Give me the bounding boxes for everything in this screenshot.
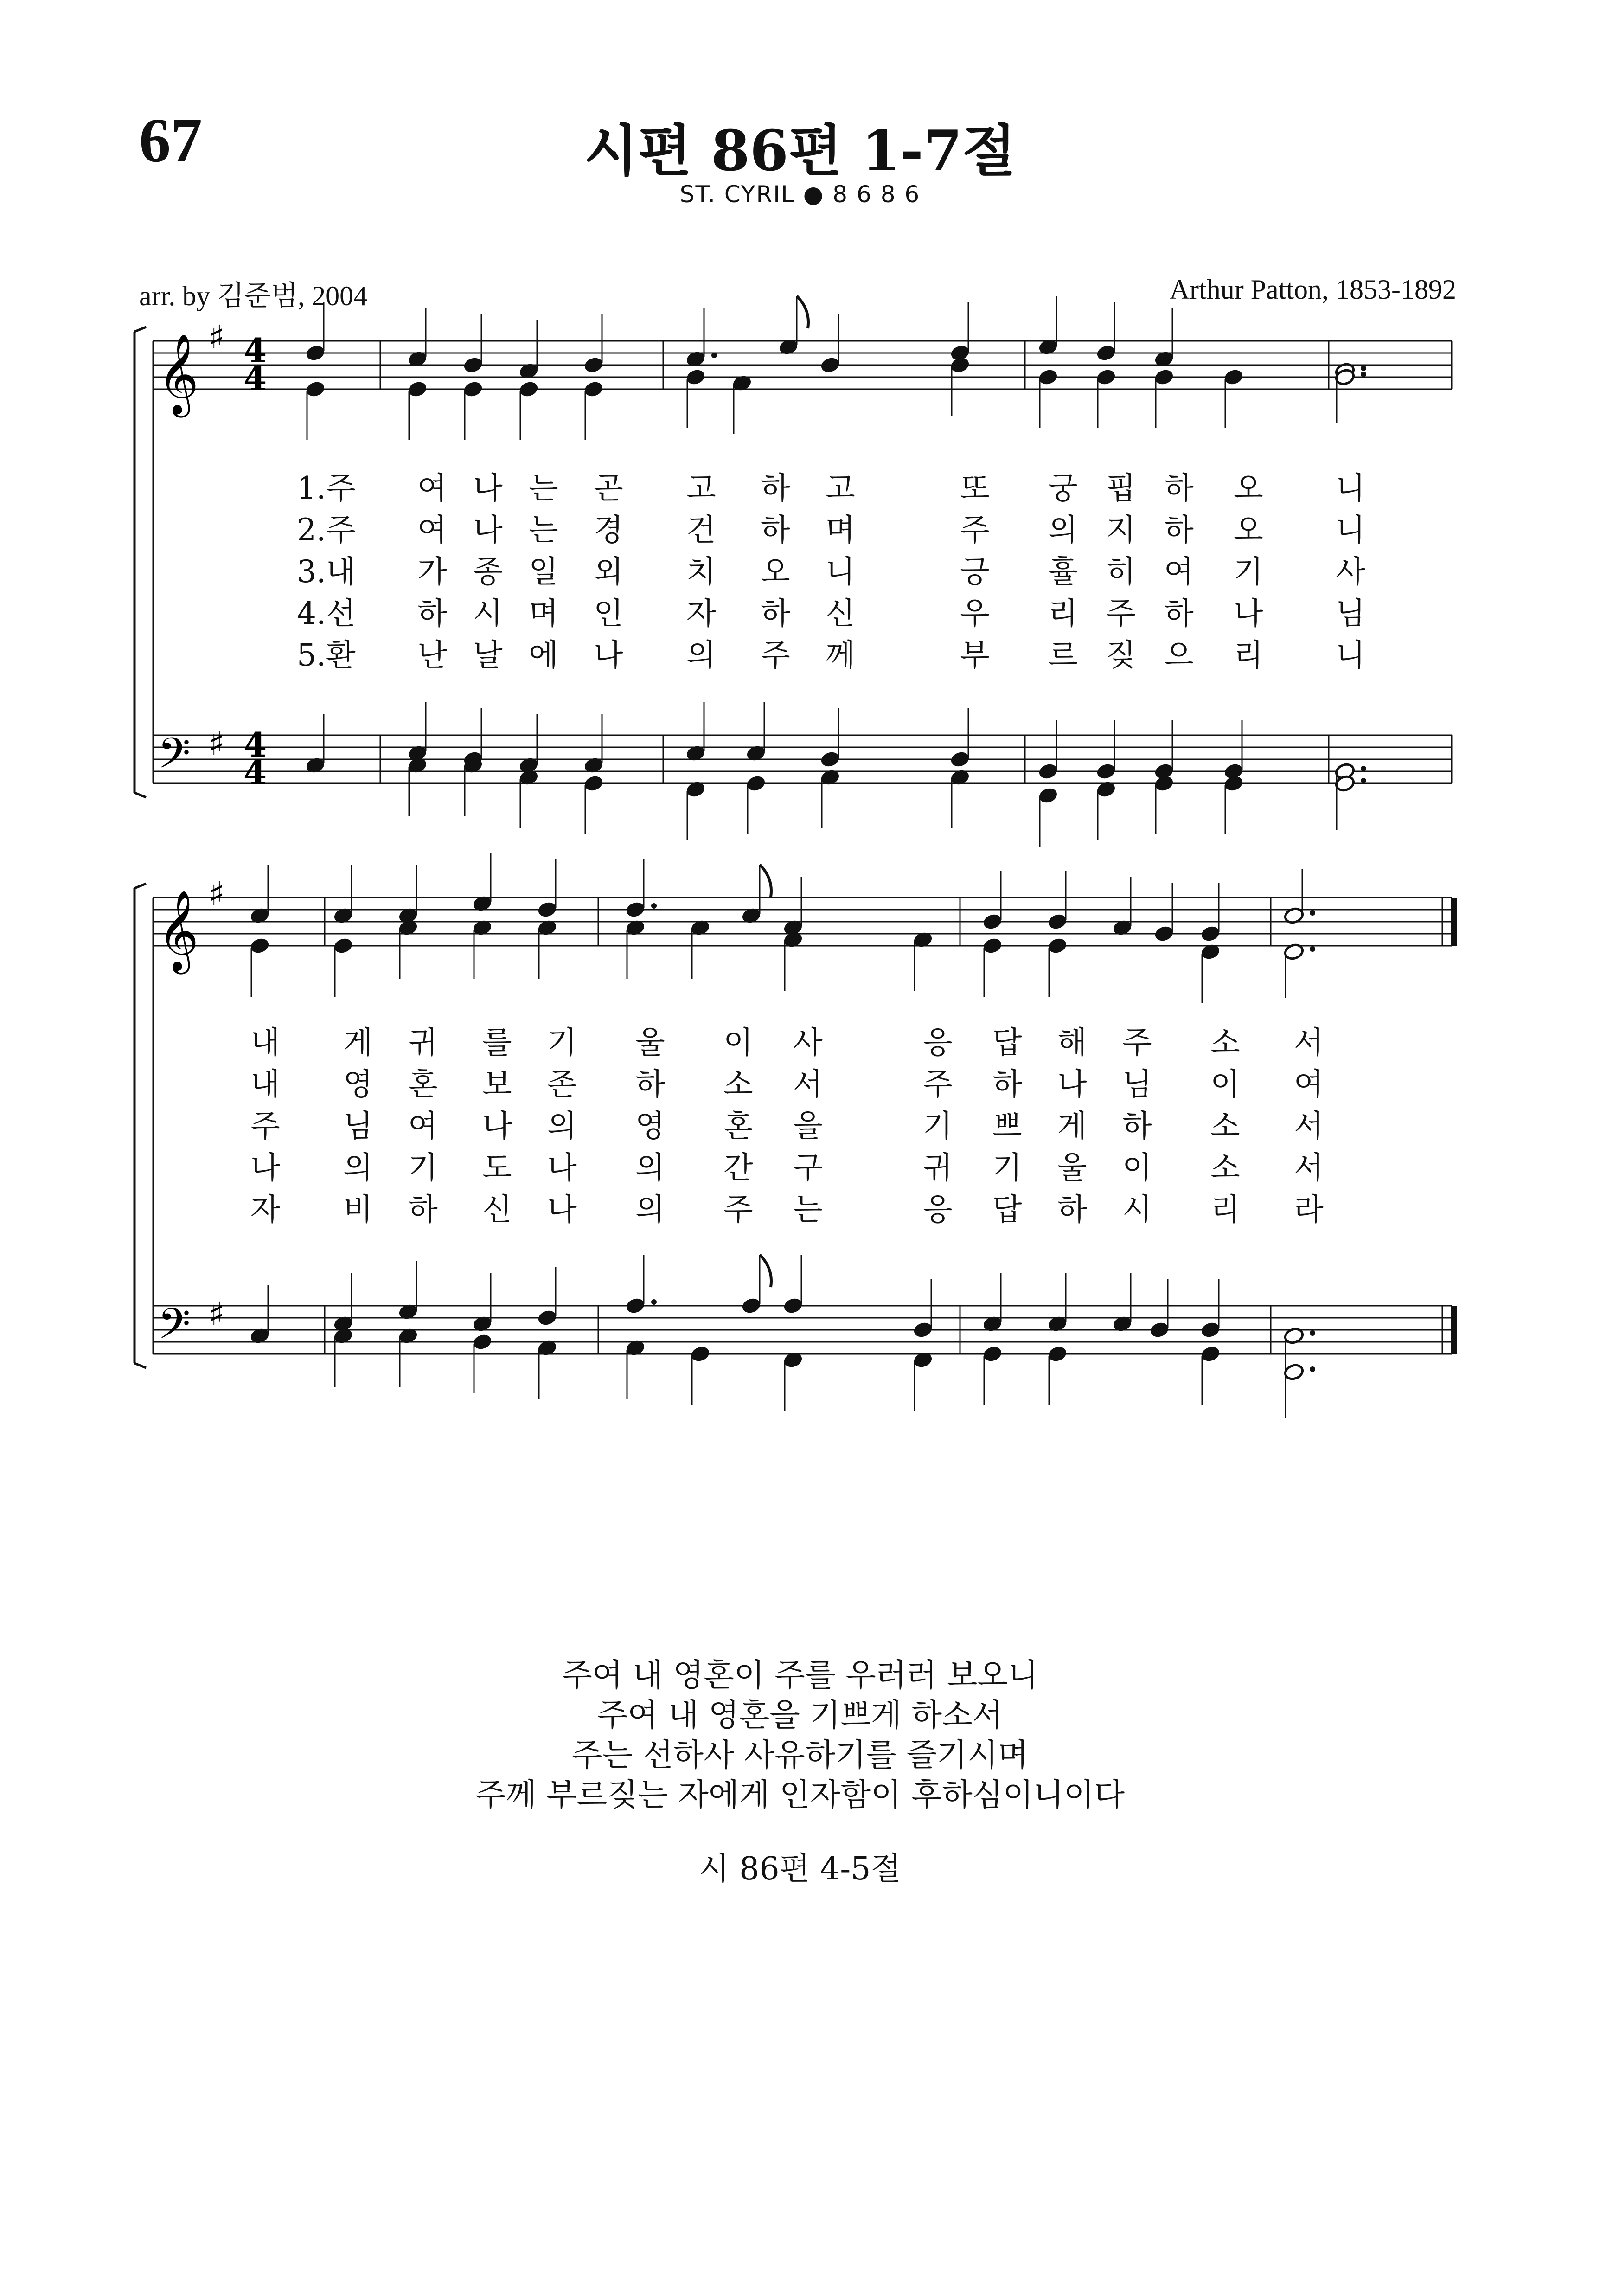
dot-icon: [651, 1299, 657, 1305]
lyric-syllable: 주: [723, 1192, 753, 1227]
lyric-syllable: 주: [1106, 596, 1136, 631]
lyric-syllable: 의: [635, 1192, 665, 1227]
time-signature-numerator: 4: [243, 725, 267, 764]
hymn-title: 시편 86편 1-7절: [584, 118, 1016, 184]
lyric-syllable: 께: [826, 637, 855, 673]
note-head: [685, 368, 706, 386]
lyric-syllable: 여: [408, 1108, 438, 1144]
lyric-syllable: 소: [1210, 1108, 1240, 1144]
note-head: [333, 936, 353, 955]
note-head: [1037, 786, 1058, 804]
lyric-syllable: 날: [473, 637, 503, 673]
lyric-syllable: 나: [1057, 1066, 1087, 1102]
lyric-syllable: 자: [686, 596, 716, 631]
lyric-syllable: 하: [408, 1192, 438, 1227]
lyric-syllable: 소: [1210, 1025, 1240, 1060]
scripture-passage: [0, 1656, 1600, 1815]
lyric-syllable: 리: [1210, 1192, 1240, 1227]
note-head: [625, 1296, 646, 1315]
system-bracket: [134, 327, 146, 332]
lyric-syllable: 울: [635, 1025, 665, 1060]
lyric-syllable: 리: [1048, 596, 1078, 631]
lyric-syllable: 치: [686, 554, 716, 590]
lyric-syllable: 하: [761, 470, 790, 506]
note-head: [819, 750, 840, 768]
lyric-syllable: 님: [1336, 596, 1365, 631]
lyric-syllable: 귀: [923, 1150, 953, 1186]
lyric-syllable: 해: [1057, 1025, 1087, 1060]
lyric-syllable: 존: [547, 1066, 577, 1102]
lyric-syllable: 부: [960, 637, 990, 673]
lyric-syllable: 하: [1164, 470, 1194, 506]
lyric-syllable: 하: [1057, 1192, 1087, 1227]
note-head: [1200, 924, 1221, 943]
sharp-icon: ♯: [209, 1295, 224, 1333]
score-notes: [249, 296, 1366, 1418]
lyric-syllable: 짖: [1106, 637, 1136, 673]
tune-separator-icon: ●: [803, 181, 825, 208]
lyric-syllable: 주: [923, 1066, 953, 1102]
lyric-syllable: 주: [250, 1108, 280, 1144]
note-head: [782, 1296, 803, 1315]
dot-icon: [1361, 766, 1366, 771]
lyric-syllable: 응: [923, 1192, 953, 1227]
lyric-syllable: 게: [1057, 1108, 1087, 1144]
lyric-syllable: 인: [594, 596, 623, 631]
lyric-syllable: 하: [1164, 512, 1194, 548]
lyric-syllable: 하: [635, 1066, 665, 1102]
dot-icon: [711, 353, 717, 358]
lyric-syllable: 소: [1210, 1150, 1240, 1186]
lyric-syllable: 주: [761, 637, 790, 673]
lyric-syllable: 기: [1234, 554, 1263, 590]
lyric-syllable: 가: [417, 554, 447, 590]
lyric-syllable: 귀: [408, 1025, 438, 1060]
lyric-syllable: 시: [1122, 1192, 1152, 1227]
dot-icon: [1361, 372, 1366, 377]
bass-clef-icon: 𝄢: [158, 729, 191, 788]
note-head: [537, 1308, 557, 1327]
note-head: [1153, 924, 1174, 943]
lyric-syllable: 나: [547, 1150, 577, 1186]
lyric-syllable: 며: [529, 596, 558, 631]
lyric-syllable: 외: [594, 554, 623, 590]
lyric-syllable: 또: [960, 470, 990, 506]
lyric-syllable: 나: [473, 470, 503, 506]
lyric-syllable: 의: [343, 1150, 373, 1186]
lyric-syllable: 이: [1210, 1066, 1240, 1102]
note-head: [1153, 774, 1174, 792]
dot-icon: [1361, 366, 1366, 371]
hymn-number: 67: [139, 106, 202, 175]
eighth-flag-icon: [760, 1255, 771, 1287]
lyric-syllable: 여: [417, 470, 447, 506]
lyric-syllable: 혼: [408, 1066, 438, 1102]
note-head: [982, 936, 1003, 955]
note-head: [1200, 1321, 1221, 1339]
note-head: [1095, 368, 1116, 386]
lyric-syllable: 난: [417, 637, 447, 673]
lyric-syllable: 르: [1048, 637, 1078, 673]
dot-icon: [1310, 1330, 1315, 1336]
note-head: [249, 936, 270, 955]
scripture-reference: 시 86편 4-5절: [698, 1851, 902, 1887]
lyric-syllable: 하: [761, 596, 790, 631]
note-head: [1095, 344, 1116, 362]
lyric-syllable: 서: [1294, 1025, 1324, 1060]
note-head: [462, 380, 483, 398]
dot-icon: [1310, 946, 1315, 952]
lyric-syllable: 하: [761, 512, 790, 548]
lyric-syllable: 소: [723, 1066, 753, 1102]
note-head: [1200, 1345, 1221, 1363]
note-head: [518, 380, 539, 398]
note-head: [462, 356, 483, 374]
lyric-syllable: 사: [1336, 554, 1365, 590]
note-head: [537, 900, 557, 918]
lyric-syllable: 답: [992, 1025, 1022, 1060]
lyric-syllable: 니: [1336, 512, 1365, 548]
lyric-syllable: 는: [529, 512, 558, 548]
lyric-syllable: 여: [1294, 1066, 1324, 1102]
lyric-syllable: 사: [793, 1025, 823, 1060]
note-head: [305, 344, 326, 362]
note-head: [1223, 774, 1244, 792]
lyric-syllable: 으: [1164, 637, 1194, 673]
note-head: [407, 380, 428, 398]
lyric-syllable: 며: [826, 512, 855, 548]
system-bracket: [134, 793, 146, 797]
note-head: [690, 1345, 710, 1363]
lyric-syllable: 긍: [960, 554, 990, 590]
lyric-syllable: 곤: [594, 470, 623, 506]
lyric-syllable: 님: [1122, 1066, 1152, 1102]
dot-icon: [1310, 1366, 1315, 1372]
lyric-syllable: 주: [960, 512, 990, 548]
lyric-syllable: 의: [547, 1108, 577, 1144]
bass-clef-icon: 𝄢: [158, 1299, 191, 1359]
lyric-syllable: 의: [1048, 512, 1078, 548]
lyric-syllable: 내: [250, 1025, 280, 1060]
lyric-syllable: 영: [343, 1066, 373, 1102]
treble-clef-icon: 𝄞: [158, 333, 199, 414]
lyric-syllable: 기: [992, 1150, 1022, 1186]
lyric-syllable: 주: [1122, 1025, 1152, 1060]
arranger-credit: arr. by 김준범, 2004: [139, 281, 368, 311]
note-head: [741, 1296, 762, 1315]
time-signature-denominator: 4: [243, 753, 267, 792]
note-head: [583, 774, 604, 792]
lyric-syllable: 혼: [723, 1108, 753, 1144]
lyric-syllable: 3.내: [297, 554, 356, 590]
lyric-syllable: 영: [635, 1108, 665, 1144]
lyric-syllable: 을: [793, 1108, 823, 1144]
note-head: [1047, 912, 1068, 930]
tune-name: ST. CYRIL: [679, 181, 795, 208]
eighth-flag-icon: [760, 865, 771, 897]
lyric-syllable: 고: [826, 470, 855, 506]
note-head: [745, 774, 766, 792]
lyric-syllable: 히: [1106, 554, 1136, 590]
eighth-flag-icon: [797, 296, 808, 328]
dot-icon: [651, 903, 657, 909]
note-head: [1223, 368, 1244, 386]
lyric-syllable: 기: [408, 1150, 438, 1186]
note-head: [1153, 368, 1174, 386]
lyric-syllable: 하: [992, 1066, 1022, 1102]
lyric-syllable: 오: [1234, 512, 1263, 548]
note-head: [305, 380, 326, 398]
lyric-syllable: 나: [1234, 596, 1263, 631]
scripture-line: 주께 부르짖는 자에게 인자함이 후하심이니이다: [475, 1777, 1125, 1814]
lyric-syllable: 나: [594, 637, 623, 673]
lyric-syllable: 일: [529, 554, 558, 590]
lyric-syllable: 이: [1122, 1150, 1152, 1186]
lyric-syllable: 하: [417, 596, 447, 631]
lyric-syllable: 응: [923, 1025, 953, 1060]
note-head: [982, 1345, 1003, 1363]
scripture-line: 주여 내 영혼을 기쁘게 하소서: [597, 1697, 1003, 1734]
lyric-syllable: 나: [547, 1192, 577, 1227]
note-head: [472, 1333, 493, 1351]
note-head: [1149, 1321, 1170, 1339]
lyric-syllable: 서: [793, 1066, 823, 1102]
lyric-syllable: 궁: [1048, 470, 1078, 506]
lyric-syllable: 신: [826, 596, 855, 631]
lyric-syllable: 기: [923, 1108, 953, 1144]
lyric-syllable: 니: [1336, 470, 1365, 506]
lyric-syllable: 도: [482, 1150, 512, 1186]
sharp-icon: ♯: [209, 875, 224, 913]
lyric-syllable: 여: [1164, 554, 1194, 590]
note-head: [583, 380, 604, 398]
lyric-syllable: 2.주: [297, 512, 356, 548]
lyric-syllable: 5.환: [297, 637, 356, 673]
lyric-syllable: 경: [594, 512, 623, 548]
lyric-syllable: 답: [992, 1192, 1022, 1227]
note-head: [1095, 762, 1116, 780]
score-lyrics: [250, 470, 1365, 1227]
lyric-syllable: 지: [1106, 512, 1136, 548]
lyric-syllable: 나: [473, 512, 503, 548]
lyric-syllable: 나: [250, 1150, 280, 1186]
note-head: [1037, 762, 1058, 780]
treble-clef-icon: 𝄞: [158, 890, 199, 971]
lyric-syllable: 고: [686, 470, 716, 506]
note-head: [1283, 1363, 1304, 1381]
lyric-syllable: 하: [1164, 596, 1194, 631]
lyric-syllable: 핍: [1106, 470, 1136, 506]
note-head: [583, 356, 604, 374]
lyric-syllable: 니: [826, 554, 855, 590]
lyric-syllable: 기: [547, 1025, 577, 1060]
lyric-syllable: 보: [482, 1066, 512, 1102]
scripture-line: 주여 내 영혼이 주를 우러러 보오니: [562, 1657, 1038, 1694]
lyric-syllable: 쁘: [992, 1108, 1022, 1144]
lyric-syllable: 자: [250, 1192, 280, 1227]
lyric-syllable: 리: [1234, 637, 1263, 673]
sharp-icon: ♯: [209, 725, 224, 763]
time-signature-numerator: 4: [243, 331, 267, 370]
note-head: [1047, 936, 1068, 955]
lyric-syllable: 우: [960, 596, 990, 631]
lyric-syllable: 여: [417, 512, 447, 548]
time-signature-denominator: 4: [243, 359, 267, 398]
dot-icon: [1361, 778, 1366, 783]
lyric-syllable: 신: [482, 1192, 512, 1227]
lyric-syllable: 비: [343, 1192, 373, 1227]
lyric-syllable: 휼: [1048, 554, 1078, 590]
lyric-syllable: 게: [343, 1025, 373, 1060]
lyric-syllable: 님: [343, 1108, 373, 1144]
lyric-syllable: 는: [529, 470, 558, 506]
system-bracket: [134, 1363, 146, 1368]
lyric-syllable: 니: [1336, 637, 1365, 673]
meter: 8 6 8 6: [832, 181, 921, 208]
lyric-syllable: 는: [793, 1192, 823, 1227]
lyric-syllable: 라: [1294, 1192, 1324, 1227]
lyric-syllable: 의: [686, 637, 716, 673]
note-head: [949, 750, 970, 768]
note-head: [912, 1321, 933, 1339]
lyric-syllable: 건: [686, 512, 716, 548]
dot-icon: [1310, 910, 1315, 916]
system-bracket: [134, 884, 146, 888]
lyric-syllable: 하: [1122, 1108, 1152, 1144]
lyric-syllable: 서: [1294, 1150, 1324, 1186]
lyric-syllable: 간: [723, 1150, 753, 1186]
lyric-syllable: 울: [1057, 1150, 1087, 1186]
lyric-syllable: 에: [529, 637, 558, 673]
note-head: [625, 900, 646, 918]
note-head: [819, 356, 840, 374]
lyric-syllable: 종: [473, 554, 503, 590]
lyric-syllable: 이: [723, 1025, 753, 1060]
note-head: [949, 356, 970, 374]
lyric-syllable: 나: [482, 1108, 512, 1144]
note-head: [1037, 368, 1058, 386]
lyric-syllable: 서: [1294, 1108, 1324, 1144]
note-head: [982, 912, 1003, 930]
lyric-syllable: 의: [635, 1150, 665, 1186]
lyric-syllable: 4.선: [297, 596, 356, 631]
lyric-syllable: 시: [473, 596, 503, 631]
lyric-syllable: 내: [250, 1066, 280, 1102]
lyric-syllable: 1.주: [297, 470, 356, 506]
lyric-syllable: 오: [1234, 470, 1263, 506]
lyric-syllable: 구: [793, 1150, 823, 1186]
composer-credit: Arthur Patton, 1853-1892: [1169, 274, 1456, 305]
scripture-line: 주는 선하사 사유하기를 즐기시며: [571, 1737, 1029, 1774]
lyric-syllable: 를: [482, 1025, 512, 1060]
sharp-icon: ♯: [209, 318, 224, 356]
lyric-syllable: 오: [761, 554, 790, 590]
note-head: [1047, 1345, 1068, 1363]
